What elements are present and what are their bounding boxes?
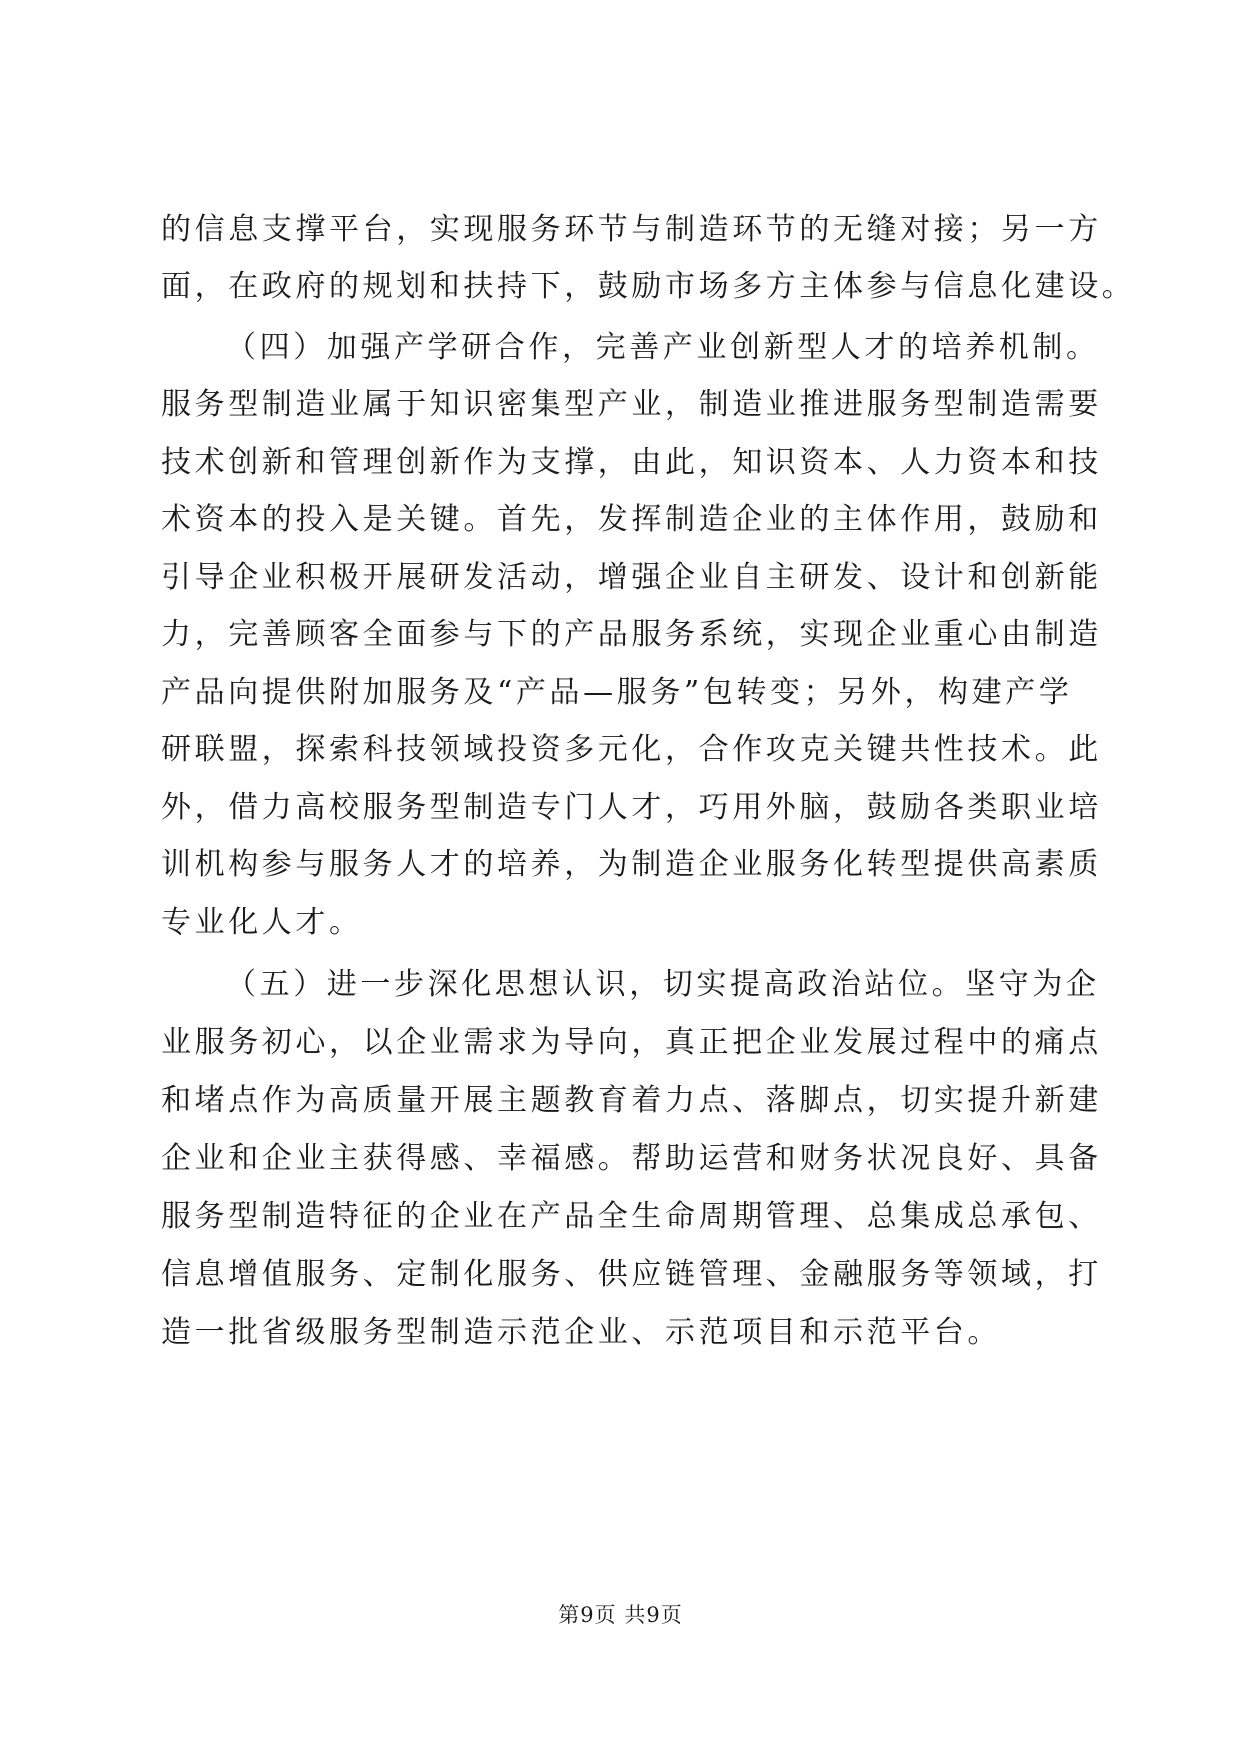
section-heading-line: （五）进一步深化思想认识，切实提高政治站位。坚守为企 — [226, 967, 1100, 1002]
text-line: 服务型制造特征的企业在产品全生命周期管理、总集成总承包、 — [161, 1199, 1102, 1234]
text-line: 力，完善顾客全面参与下的产品服务系统，实现企业重心由制造 — [161, 617, 1102, 652]
page-number-footer: 第9页 共9页 — [558, 1603, 683, 1627]
text-line: 和堵点作为高质量开展主题教育着力点、落脚点，切实提升新建 — [161, 1083, 1102, 1118]
text-line: 术资本的投入是关键。首先，发挥制造企业的主体作用，鼓励和 — [161, 502, 1102, 537]
text-line: 信息增值服务、定制化服务、供应链管理、金融服务等领域，打 — [161, 1257, 1102, 1292]
text-line: 产品向提供附加服务及“产品—服务”包转变；另外，构建产学 — [161, 675, 1073, 710]
text-line: 技术创新和管理创新作为支撑，由此，知识资本、人力资本和技 — [161, 445, 1102, 480]
text-line: 外，借力高校服务型制造专门人才，巧用外脑，鼓励各类职业培 — [161, 790, 1102, 825]
text-line: 研联盟，探索科技领域投资多元化，合作攻克关键共性技术。此 — [161, 732, 1102, 767]
text-line: 服务型制造业属于知识密集型产业，制造业推进服务型制造需要 — [161, 387, 1102, 422]
text-line: 业服务初心，以企业需求为导向，真正把企业发展过程中的痛点 — [161, 1025, 1102, 1060]
text-line: 引导企业积极开展研发活动，增强企业自主研发、设计和创新能 — [161, 560, 1102, 595]
text-line: 的信息支撑平台，实现服务环节与制造环节的无缝对接；另一方 — [161, 212, 1102, 247]
text-line: 面，在政府的规划和扶持下，鼓励市场多方主体参与信息化建设。 — [161, 269, 1136, 304]
text-line: 训机构参与服务人才的培养，为制造企业服务化转型提供高素质 — [161, 847, 1102, 882]
text-line: 专业化人才。 — [161, 905, 363, 940]
text-line: 造一批省级服务型制造示范企业、示范项目和示范平台。 — [161, 1315, 1001, 1350]
text-line: 企业和企业主获得感、幸福感。帮助运营和财务状况良好、具备 — [161, 1141, 1102, 1176]
section-heading-line: （四）加强产学研合作，完善产业创新型人才的培养机制。 — [226, 330, 1100, 365]
